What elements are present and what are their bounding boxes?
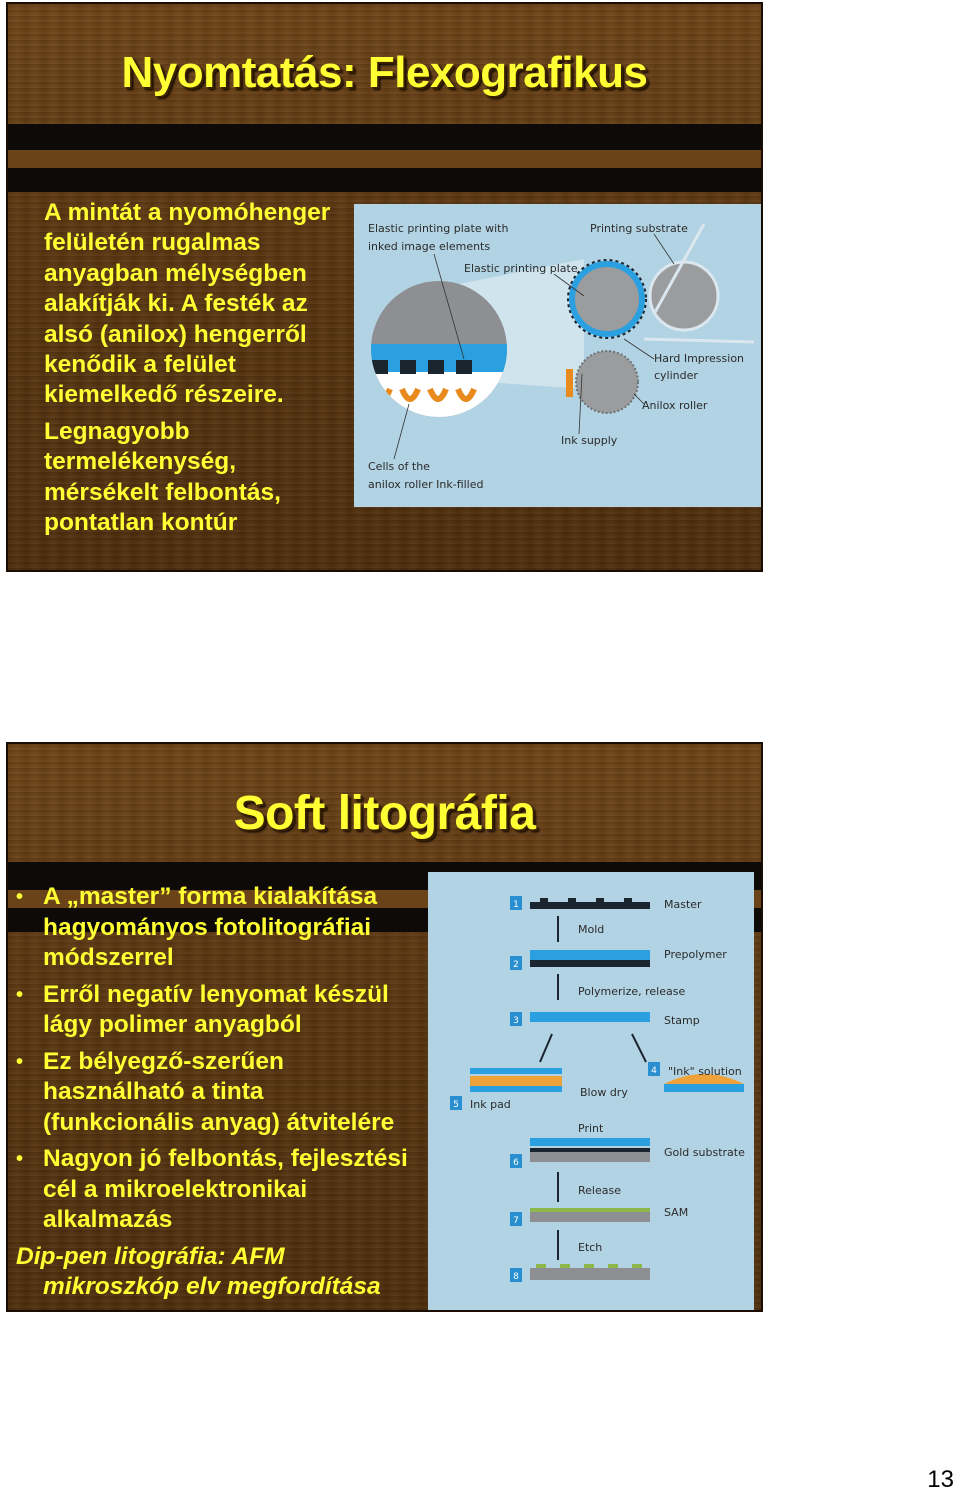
master-relief [624, 898, 632, 902]
ink-pad [470, 1076, 562, 1086]
label-hard-impression: Hard Impression [654, 352, 745, 365]
anilox-roller [576, 351, 638, 413]
label-cells: Cells of the [368, 460, 430, 473]
soft-lithography-diagram [428, 872, 754, 1310]
label-etch: Etch [578, 1241, 603, 1254]
flexography-diagram [354, 204, 763, 507]
substrate [530, 1212, 650, 1222]
stamp-inked [664, 1084, 744, 1092]
text-line: pontatlan kontúr [44, 509, 238, 537]
label-cells-2: anilox roller Ink-filled [368, 478, 484, 491]
step-number: 5 [453, 1100, 459, 1110]
text-line: mérsékelt felbontás, [44, 478, 281, 506]
zoom-element [456, 360, 472, 374]
text-line: • A „master” forma kialakítása [43, 883, 378, 910]
slide-title: Nyomtatás: Flexografikus [121, 48, 648, 97]
bullet-item [16, 1144, 426, 1236]
master-relief [596, 898, 604, 902]
label-plate-elements-2: inked image elements [368, 240, 491, 253]
label-mold: Mold [578, 923, 605, 936]
zoom-element [428, 360, 444, 374]
slide-soft-lithography [6, 742, 763, 1312]
label-gold: Gold substrate [664, 1146, 745, 1159]
text-line: használható a tinta [43, 1078, 264, 1105]
pad-base [470, 1086, 562, 1092]
label-ink-solution: "Ink" solution [668, 1065, 742, 1078]
arrow [540, 1034, 552, 1062]
ink-supply [566, 369, 573, 397]
sam-layer [530, 1208, 650, 1212]
hard-impression-cylinder [650, 262, 718, 330]
header-stripe-lower [8, 168, 761, 192]
text-line: felületén rugalmas [44, 229, 261, 257]
text-line: • Nagyon jó felbontás, fejlesztési [43, 1145, 408, 1172]
etched-feature [536, 1264, 546, 1268]
header-stripe [8, 124, 761, 150]
master [530, 902, 650, 909]
text-line: kiemelkedő részeire. [44, 381, 284, 409]
etched-feature [608, 1264, 618, 1268]
label-plate-elements: Elastic printing plate with [368, 222, 509, 235]
paragraph-productivity [44, 417, 354, 539]
substrate-line-2 [644, 339, 754, 342]
text-line: • Ez bélyegző-szerűen [43, 1047, 284, 1075]
text-line: anyagban mélységben [44, 259, 307, 287]
plate-cylinder [572, 264, 642, 334]
page-number: 13 [927, 1466, 954, 1493]
bullet-item [16, 980, 426, 1041]
slide-body-text [16, 882, 426, 1303]
label-hard-impression-2: cylinder [654, 369, 698, 382]
step-number: 8 [513, 1272, 519, 1282]
master [530, 960, 650, 967]
stamp [530, 1012, 650, 1022]
label-stamp: Stamp [664, 1014, 700, 1027]
bullet-item [16, 1047, 426, 1139]
label-ink-pad: Ink pad [470, 1098, 511, 1111]
paragraph-printing-process [44, 198, 354, 411]
text-line: lágy polimer anyagból [43, 1011, 302, 1038]
gold-substrate [530, 1152, 650, 1162]
text-line: alkalmazás [43, 1206, 173, 1233]
text-line: • Erről negatív lenyomat készül [43, 980, 389, 1008]
step-number: 4 [651, 1066, 657, 1076]
text-line: Dip-pen litográfia: AFM [16, 1242, 285, 1270]
ink-layer [530, 1148, 650, 1152]
label-anilox: Anilox roller [642, 399, 708, 412]
text-line: A mintát a nyomóhenger [44, 199, 331, 226]
label-blow-dry: Blow dry [580, 1086, 628, 1099]
label-substrate: Printing substrate [590, 222, 688, 235]
soft-lithography-diagram-svg [428, 872, 754, 1310]
step-number: 7 [513, 1216, 519, 1226]
header-stripe-accent [8, 150, 761, 168]
label-prepolymer: Prepolymer [664, 948, 727, 961]
label-ink-supply: Ink supply [561, 434, 618, 447]
label-sam: SAM [664, 1206, 689, 1219]
step-number: 6 [513, 1158, 519, 1168]
text-line: (funkcionális anyag) átvitelére [43, 1108, 395, 1136]
master-relief [568, 898, 576, 902]
text-line: mikroszkóp elv megfordítása [43, 1273, 381, 1300]
flexography-diagram-svg [354, 204, 763, 507]
dip-pen-note [16, 1242, 426, 1303]
text-line: módszerrel [43, 944, 174, 971]
stamp-print [530, 1138, 650, 1146]
prepolymer [530, 950, 650, 960]
text-line: kenődik a felület [44, 351, 236, 379]
text-line: alsó (anilox) hengerről [44, 320, 307, 348]
zoom-element [372, 360, 388, 374]
zoom-element [400, 360, 416, 374]
text-line: cél a mikroelektronikai [43, 1175, 308, 1203]
label-polymerize: Polymerize, release [578, 985, 686, 998]
label-master: Master [664, 898, 702, 911]
bullet-list [16, 882, 426, 1236]
slide-body-text [44, 198, 354, 538]
label-release: Release [578, 1184, 621, 1197]
step-number: 3 [513, 1016, 519, 1026]
arrow [632, 1034, 646, 1062]
label-plate: Elastic printing plate [464, 262, 578, 275]
text-line: termelékenység, [44, 448, 237, 476]
text-line: alakítják ki. A festék az [44, 290, 308, 318]
label-print: Print [578, 1122, 604, 1135]
etched-feature [632, 1264, 642, 1268]
bullet-item [16, 882, 426, 974]
etched-feature [584, 1264, 594, 1268]
text-line: Legnagyobb [44, 417, 190, 445]
stamp-on-pad [470, 1068, 562, 1074]
slide-title: Soft litográfia [233, 787, 536, 840]
text-line: hagyományos fotolitográfiai [43, 913, 372, 941]
step-number: 1 [513, 900, 519, 910]
etched-substrate [530, 1268, 650, 1280]
step-number: 2 [513, 960, 519, 970]
slide-flexography [6, 2, 763, 572]
master-relief [540, 898, 548, 902]
etched-feature [560, 1264, 570, 1268]
